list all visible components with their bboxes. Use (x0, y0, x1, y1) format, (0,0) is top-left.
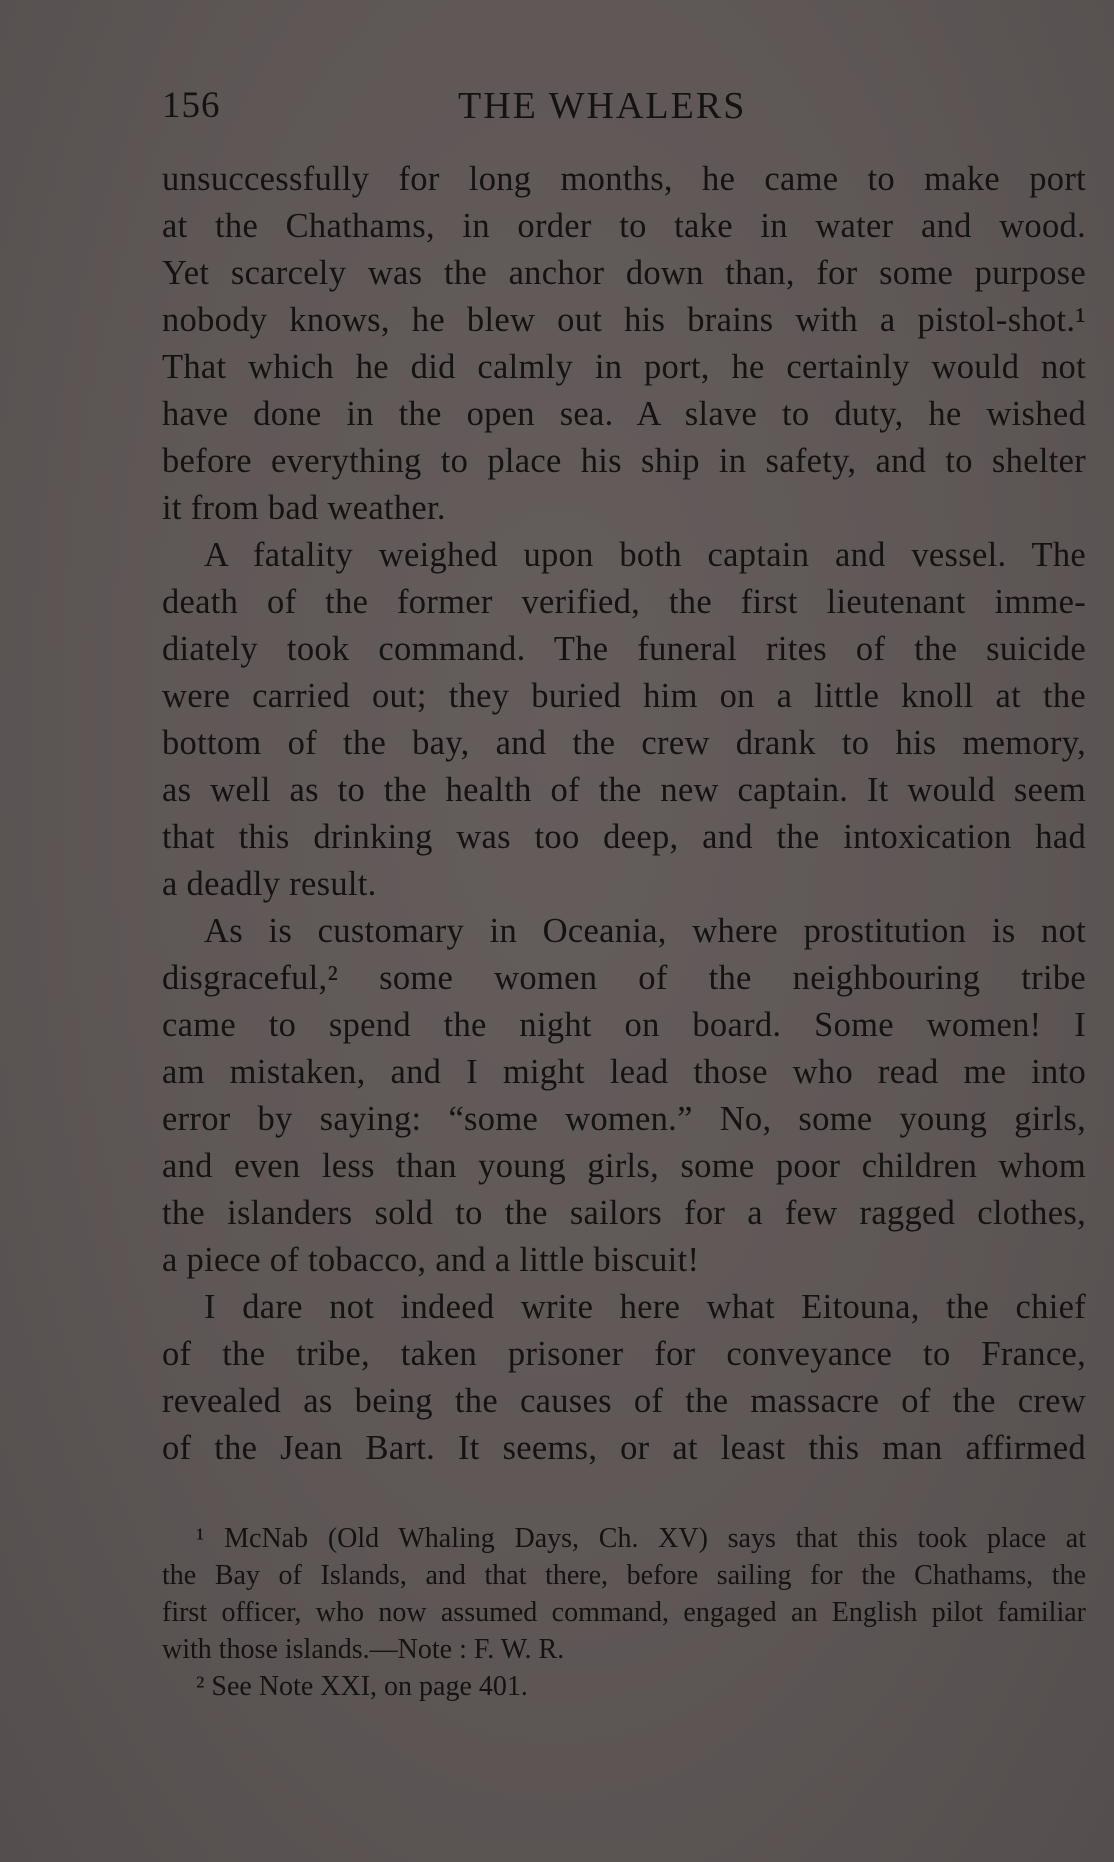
text-line: a piece of tobacco, and a little biscuit! (162, 1241, 700, 1279)
text-line: death of the former verified, the first lieutenant imme- (162, 583, 1086, 621)
text-line: a deadly result. (162, 865, 377, 903)
footnote-line: ² See Note XXI, on page 401. (196, 1671, 528, 1702)
text-line: as well as to the health of the new captain. It would seem (162, 771, 1086, 809)
text-line: error by saying: “some women.” No, some young girls, (162, 1100, 1086, 1138)
text-line: bottom of the bay, and the crew drank to his memory, (162, 724, 1086, 762)
text-line: the islanders sold to the sailors for a few ragged clothes, (162, 1194, 1086, 1232)
text-line: revealed as being the causes of the massacre of the crew (162, 1382, 1086, 1420)
page-header (162, 84, 1086, 134)
footnote-line: ¹ McNab (Old Whaling Days, Ch. XV) says that this took place at (196, 1523, 1086, 1554)
footnote-line: the Bay of Islands, and that there, before sailing for the Chathams, the (162, 1560, 1086, 1591)
page-number: 156 (162, 85, 221, 126)
text-line: that this drinking was too deep, and the intoxication had (162, 818, 1086, 856)
text-line: diately took command. The funeral rites of the suicide (162, 630, 1086, 668)
text-line: disgraceful,² some women of the neighbouring tribe (162, 959, 1086, 997)
text-line: were carried out; they buried him on a little knoll at the (162, 677, 1086, 715)
text-line: A fatality weighed upon both captain and vessel. The (204, 536, 1086, 574)
footnote-line: with those islands.—Note : F. W. R. (162, 1634, 565, 1665)
text-line: That which he did calmly in port, he certainly would not (162, 348, 1086, 386)
text-line: of the tribe, taken prisoner for conveyance to France, (162, 1335, 1086, 1373)
text-line: have done in the open sea. A slave to duty, he wished (162, 395, 1086, 433)
text-line: of the Jean Bart. It seems, or at least this man affirmed (162, 1429, 1086, 1467)
body-text (162, 156, 1086, 1472)
text-line: As is customary in Oceania, where prostitution is not (204, 912, 1086, 950)
text-line: it from bad weather. (162, 489, 446, 527)
text-line: at the Chathams, in order to take in water and wood. (162, 207, 1086, 245)
text-line: I dare not indeed write here what Eitouna, the chief (204, 1288, 1086, 1326)
text-line: nobody knows, he blew out his brains with a pistol-shot.¹ (162, 301, 1086, 339)
text-line: am mistaken, and I might lead those who read me into (162, 1053, 1086, 1091)
footnote-line: first officer, who now assumed command, engaged an English pilot familiar (162, 1597, 1086, 1628)
text-line: unsuccessfully for long months, he came to make port (162, 160, 1086, 198)
text-line: Yet scarcely was the anchor down than, for some purpose (162, 254, 1086, 292)
text-line: came to spend the night on board. Some women! I (162, 1006, 1086, 1044)
text-line: before everything to place his ship in safety, and to shelter (162, 442, 1086, 480)
running-head: THE WHALERS (458, 85, 747, 127)
text-line: and even less than young girls, some poor children whom (162, 1147, 1086, 1185)
footnotes (162, 1520, 1086, 1705)
